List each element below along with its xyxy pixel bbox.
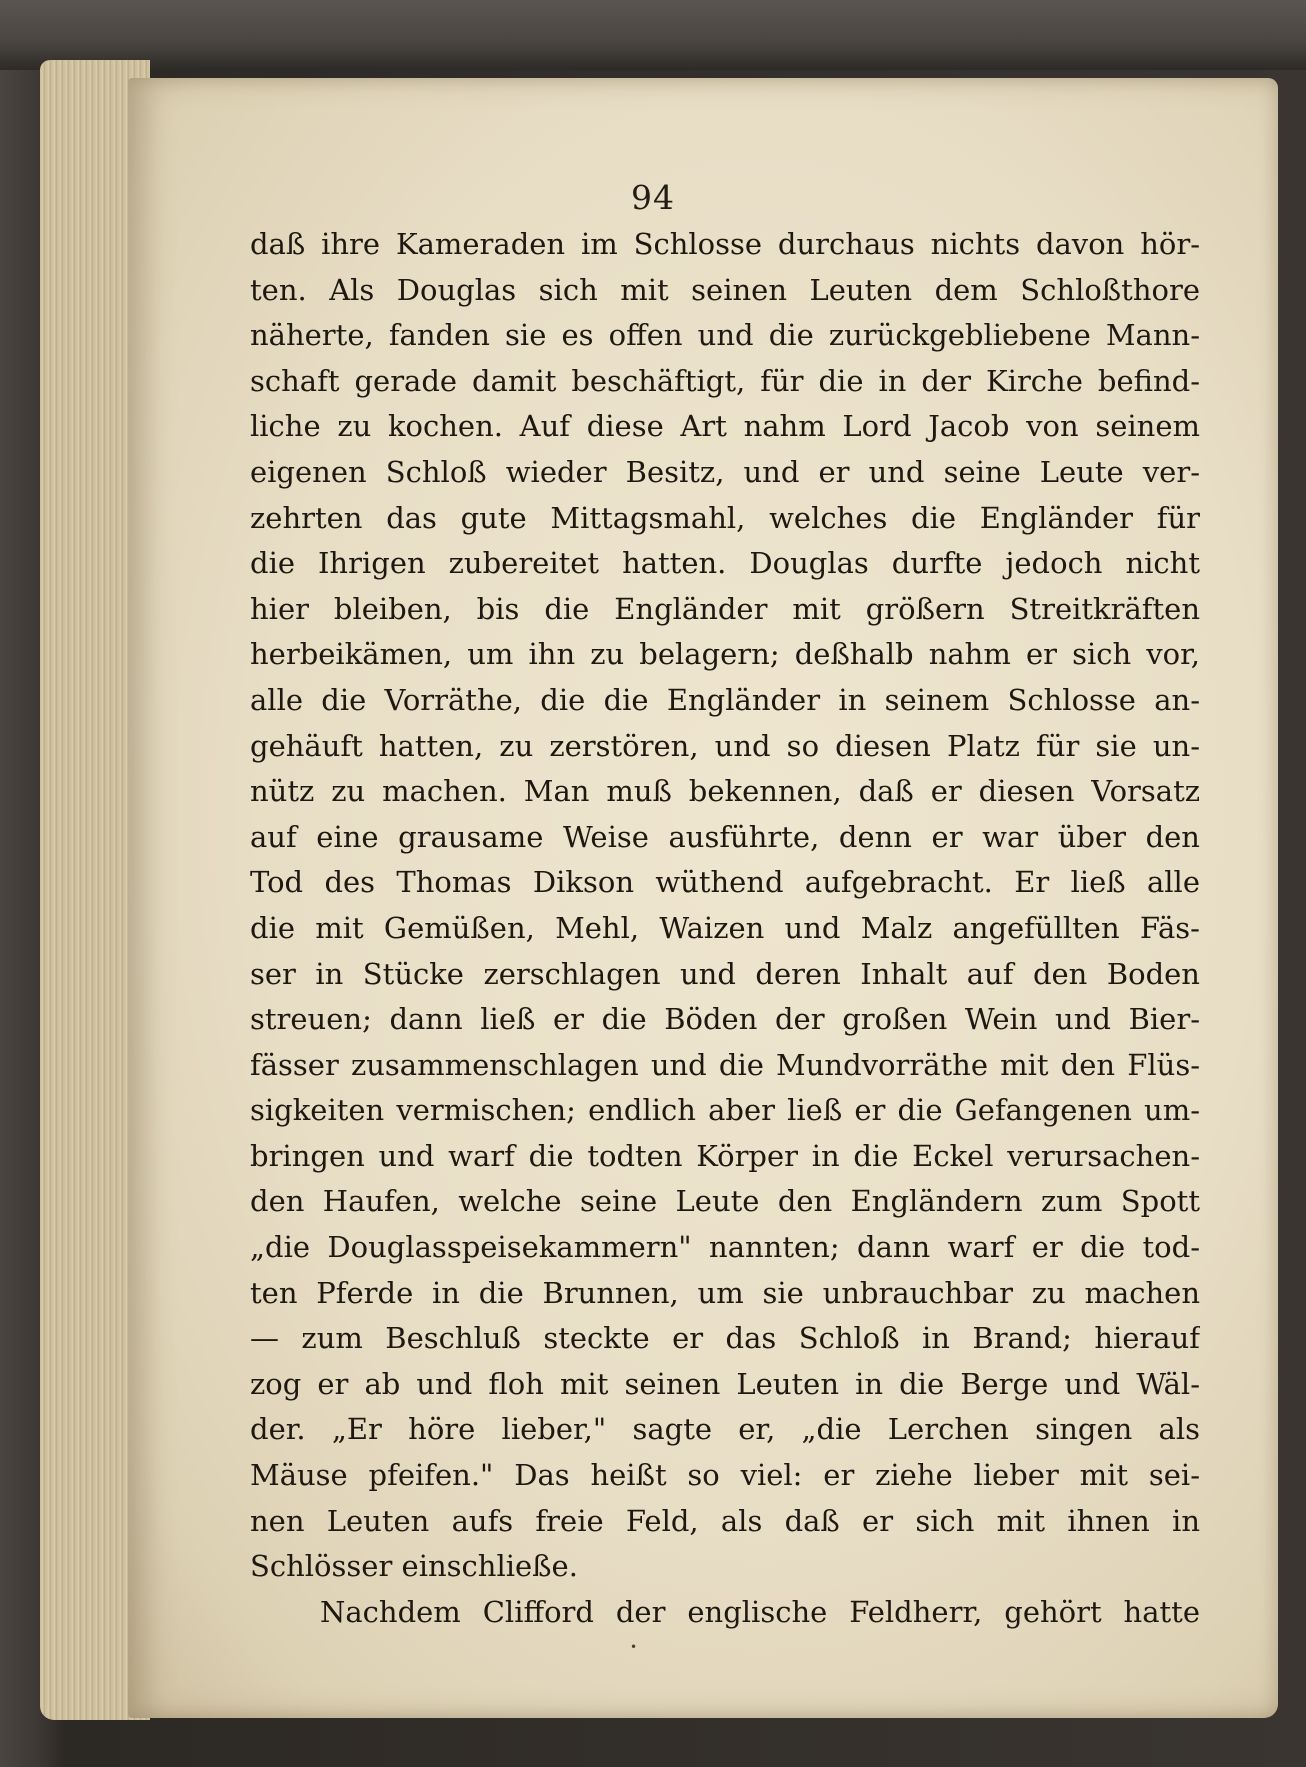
text-line: daß ihre Kameraden im Schlosse durchaus nichts davon hör- bbox=[250, 227, 1200, 261]
bottom-mark: • bbox=[630, 1640, 638, 1654]
text-line: schaft gerade damit beschäftigt, für die in der Kirche befind- bbox=[250, 363, 1200, 398]
text-line: alle die Vorräthe, die die Engländer in seinem Schlosse an- bbox=[250, 682, 1200, 717]
text-line: Schlösser einschließe. bbox=[250, 1549, 578, 1584]
text-line: auf eine grausame Weise ausführte, denn er war über den bbox=[250, 819, 1200, 854]
text-line: eigenen Schloß wieder Besitz, und er und seine Leute ver- bbox=[250, 454, 1200, 489]
text-line: die Ihrigen zubereitet hatten. Douglas durfte jedoch nicht bbox=[250, 546, 1200, 581]
text-line: herbeikämen, um ihn zu belagern; deßhalb nahm er sich vor, bbox=[250, 637, 1200, 672]
page-text bbox=[250, 222, 1200, 1635]
text-line: liche zu kochen. Auf diese Art nahm Lord Jacob von seinem bbox=[250, 409, 1200, 444]
text-line: nen Leuten aufs freie Feld, als daß er sich mit ihnen in bbox=[250, 1503, 1200, 1538]
text-line: sigkeiten vermischen; endlich aber ließ er die Gefangenen um- bbox=[250, 1093, 1200, 1128]
text-line: gehäuft hatten, zu zerstören, und so diesen Platz für sie un- bbox=[250, 728, 1200, 763]
text-line: nütz zu machen. Man muß bekennen, daß er diesen Vorsatz bbox=[250, 774, 1200, 809]
text-line: Nachdem Clifford der englische Feldherr, gehört hatte bbox=[320, 1594, 1200, 1629]
text-line: fässer zusammenschlagen und die Mundvorräthe mit den Flüs- bbox=[250, 1047, 1200, 1082]
text-line: zehrten das gute Mittagsmahl, welches die Engländer für bbox=[250, 500, 1200, 535]
text-line: den Haufen, welche seine Leute den Engländern zum Spott bbox=[250, 1184, 1200, 1219]
text-line: näherte, fanden sie es offen und die zurückgebliebene Mann- bbox=[250, 318, 1200, 353]
text-line: Tod des Thomas Dikson wüthend aufgebracht. Er ließ alle bbox=[250, 865, 1200, 900]
book-cover-top bbox=[0, 0, 1306, 70]
text-line: zog er ab und floh mit seinen Leuten in die Berge und Wäl- bbox=[250, 1366, 1200, 1401]
text-line: bringen und warf die todten Körper in die Eckel verursachen- bbox=[250, 1138, 1200, 1173]
page-number: 94 bbox=[631, 178, 675, 217]
text-line: ten. Als Douglas sich mit seinen Leuten dem Schloßthore bbox=[250, 272, 1200, 307]
text-line: streuen; dann ließ er die Böden der großen Wein und Bier- bbox=[250, 1002, 1200, 1037]
text-line: „die Douglasspeisekammern" nannten; dann warf er die tod- bbox=[250, 1230, 1200, 1265]
text-line: ser in Stücke zerschlagen und deren Inhalt auf den Boden bbox=[250, 956, 1200, 991]
text-line: hier bleiben, bis die Engländer mit größern Streitkräften bbox=[250, 591, 1200, 626]
text-line: ten Pferde in die Brunnen, um sie unbrauchbar zu machen bbox=[250, 1275, 1200, 1310]
text-line: — zum Beschluß steckte er das Schloß in Brand; hierauf bbox=[250, 1321, 1200, 1356]
text-line: der. „Er höre lieber," sagte er, „die Lerchen singen als bbox=[250, 1412, 1200, 1447]
text-line: Mäuse pfeifen." Das heißt so viel: er ziehe lieber mit sei- bbox=[250, 1458, 1200, 1493]
text-line: die mit Gemüßen, Mehl, Waizen und Malz angefüllten Fäs- bbox=[250, 910, 1200, 945]
